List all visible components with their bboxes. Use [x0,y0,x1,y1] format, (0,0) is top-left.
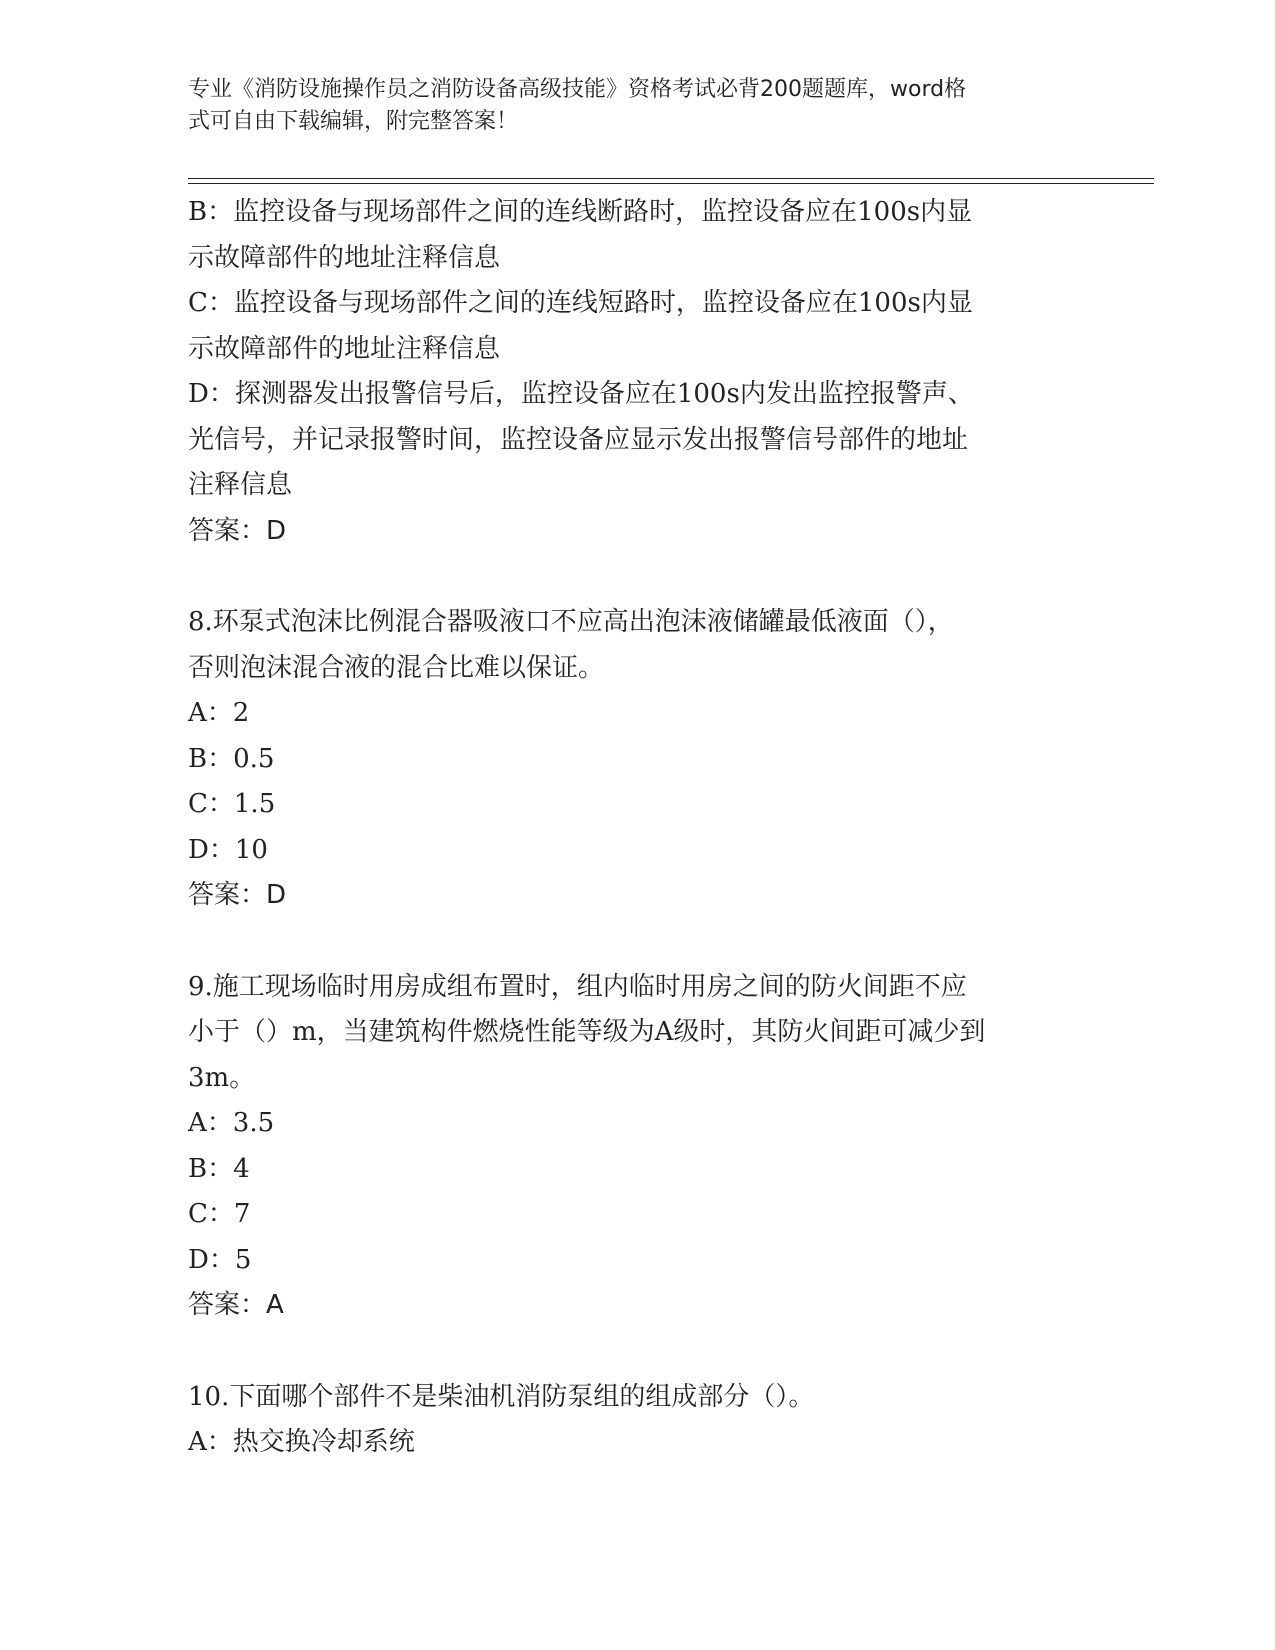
option-b-line-2: 示故障部件的地址注释信息 [188,242,501,273]
question-9-option-a: A：3.5 [188,1108,275,1138]
document-header [188,74,1068,138]
question-10-option-a: A：热交换冷却系统 [188,1427,415,1457]
header-rule-top [188,178,1154,179]
question-10-stem-line-1: 10.下面哪个部件不是柴油机消防泵组的组成部分（）。 [188,1381,815,1412]
answer-9: 答案：A [188,1290,284,1320]
answer-8: 答案：D [188,880,287,910]
option-b-line-1: B：监控设备与现场部件之间的连线断路时，监控设备应在100s内显 [188,197,973,227]
question-9-stem-line-1: 9.施工现场临时用房成组布置时，组内临时用房之间的防火间距不应 [188,971,967,1002]
option-c-line-2: 示故障部件的地址注释信息 [188,333,501,364]
question-9-option-c: C：7 [188,1199,251,1229]
spacer [188,919,1068,965]
option-d-line-1: D：探测器发出报警信号后，监控设备应在100s内发出监控报警声、 [188,379,974,409]
question-8-option-c: C：1.5 [188,789,276,819]
question-9-stem-line-3: 3m。 [188,1062,256,1093]
spacer [188,554,1068,600]
option-c-line-1: C：监控设备与现场部件之间的连线短路时，监控设备应在100s内显 [188,288,973,318]
option-d-line-3: 注释信息 [188,470,293,500]
question-8-option-d: D：10 [188,834,268,865]
question-9-option-d: D：5 [188,1244,252,1275]
question-9 [188,965,1068,1329]
question-9-option-b: B：4 [188,1153,250,1184]
question-9-stem-line-2: 小于（）m，当建筑构件燃烧性能等级为A级时，其防火间距可减少到 [188,1017,986,1047]
question-8 [188,600,1068,919]
spacer [188,1329,1068,1375]
document-body [188,190,1068,1466]
question-8-option-a: A：2 [188,698,250,728]
header-rule-bottom [188,183,1154,184]
question-8-stem-line-1: 8.环泵式泡沫比例混合器吸液口不应高出泡沫液储罐最低液面（）， [188,607,954,637]
header-line-2: 式可自由下载编辑，附完整答案！ [188,109,519,134]
header-line-1: 专业《消防设施操作员之消防设备高级技能》资格考试必背200题题库，word格 [188,77,967,102]
option-d-line-2: 光信号，并记录报警时间，监控设备应显示发出报警信号部件的地址 [188,424,969,455]
question-8-stem-line-2: 否则泡沫混合液的混合比难以保证。 [188,652,605,683]
question-8-option-b: B：0.5 [188,743,275,774]
question-10 [188,1375,1068,1466]
question-7-continued [188,190,1068,554]
answer-7: 答案：D [188,515,287,546]
